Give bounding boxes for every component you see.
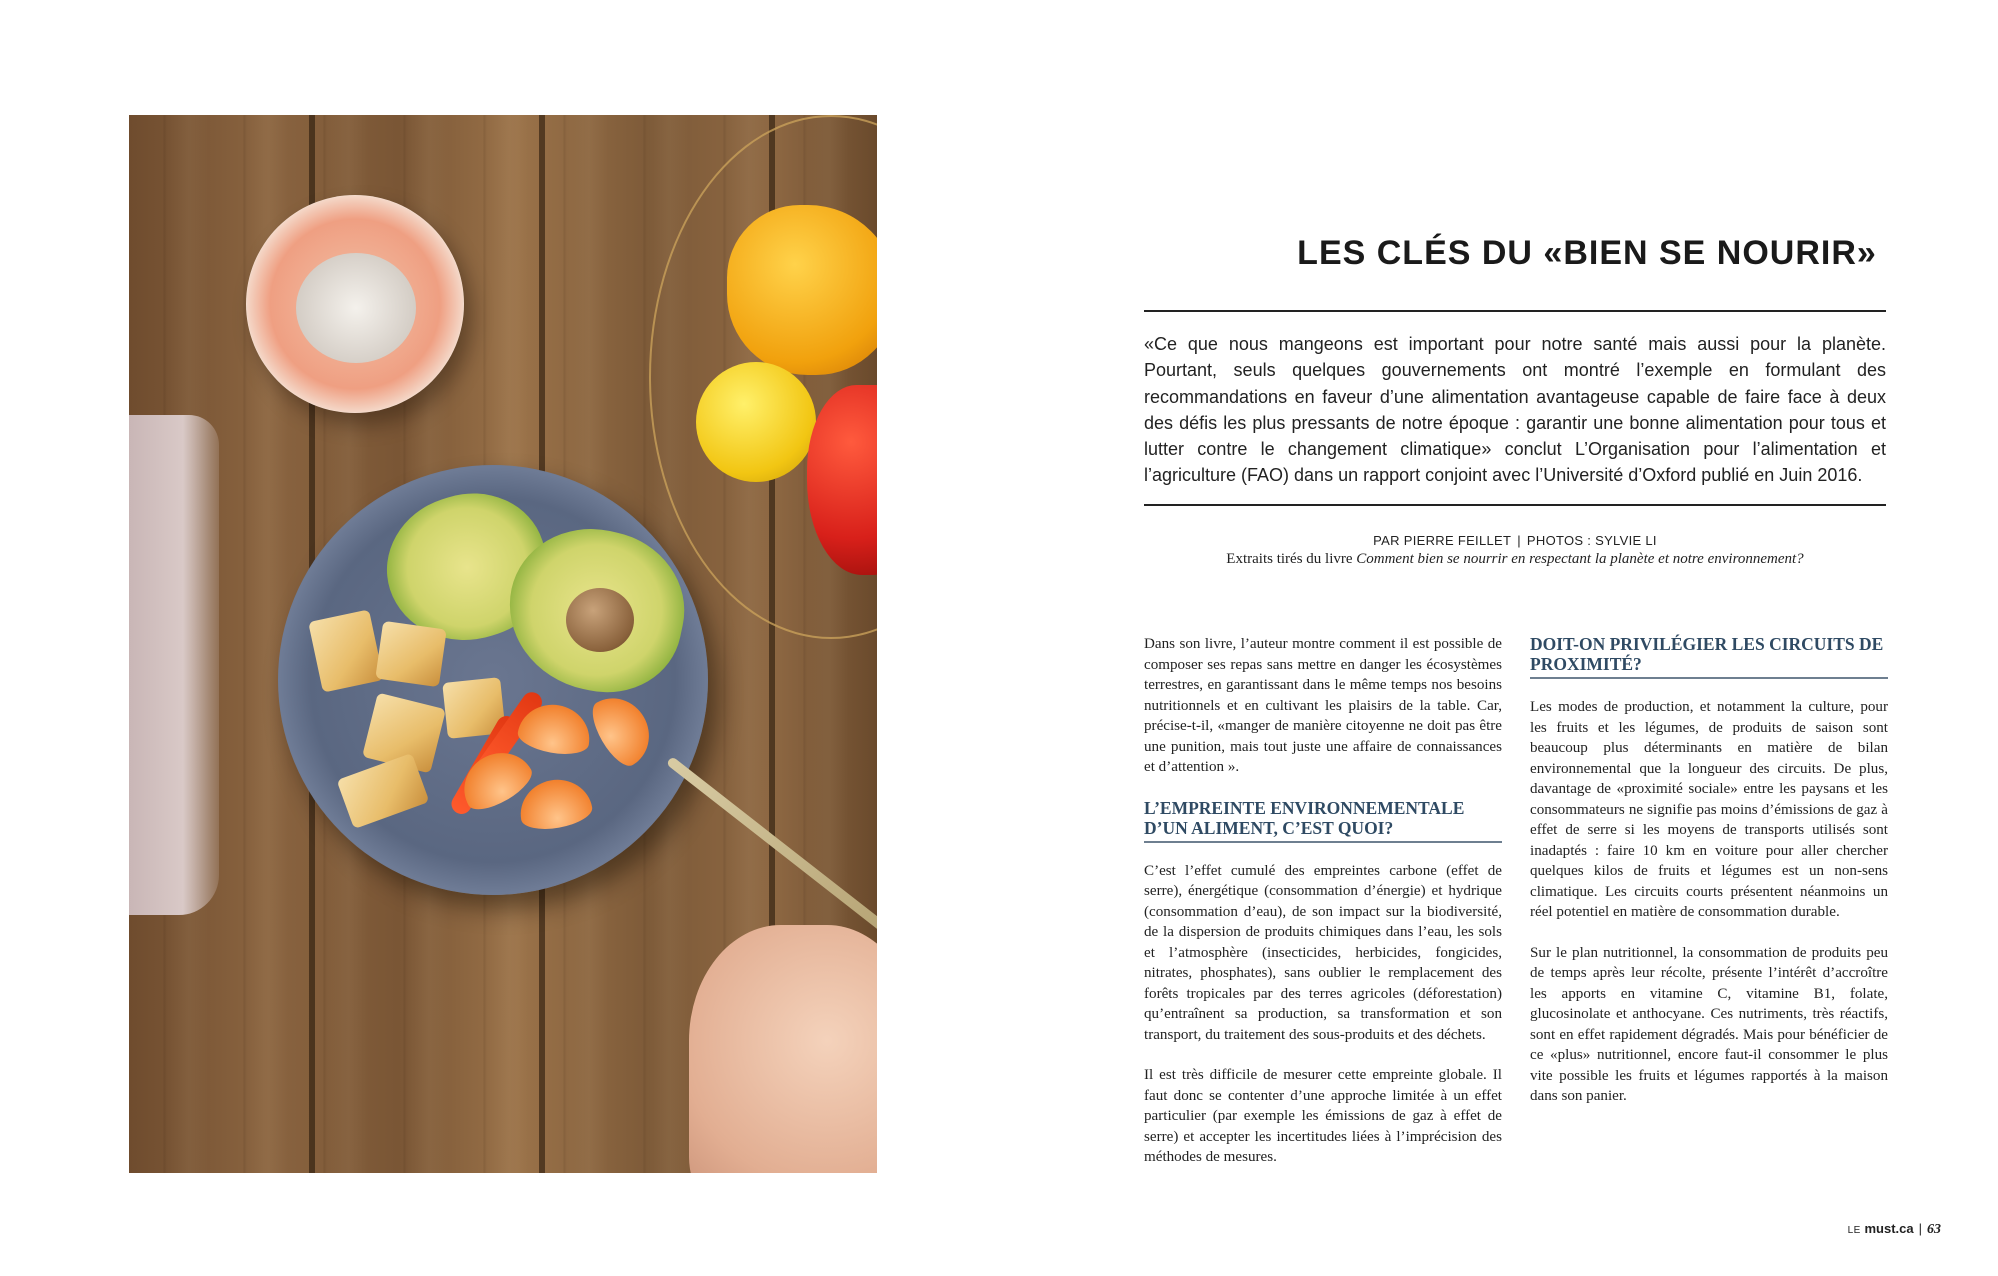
linen-napkin: [129, 415, 219, 915]
section-heading: L’EMPREINTE ENVIRONNEMENTALE D’UN ALIMENT, C’EST QUOI?: [1144, 798, 1502, 843]
coarse-salt: [296, 253, 416, 363]
book-extract-note: [1144, 551, 1886, 568]
page-number: 63: [1927, 1222, 1941, 1237]
footer-separator: |: [1918, 1221, 1922, 1236]
article-column-right: [1530, 634, 1888, 1127]
byline-author: PAR PIERRE FEILLET: [1373, 533, 1512, 548]
bread-piece: [375, 621, 446, 687]
article-title: LES CLÉS DU «BIEN SE NOURIR»: [1297, 234, 1877, 272]
food-photo: [129, 115, 877, 1173]
extract-prefix: Extraits tirés du livre: [1226, 551, 1353, 567]
bottom-rule: [1144, 504, 1886, 506]
book-title: Comment bien se nourrir en respectant la planète et notre environnement?: [1356, 551, 1804, 567]
footer-brand: must.ca: [1864, 1221, 1914, 1236]
footer-le: LE: [1847, 1225, 1861, 1236]
avocado-pit: [566, 588, 634, 652]
yellow-pepper: [727, 205, 877, 375]
hand: [689, 925, 877, 1173]
body-paragraph: Les modes de production, et notamment la culture, pour les fruits et les légumes, de produits de saison sont beaucoup plus déterminants en matière de bilan environnemental que la longueur des circuits. De plus, davantage de «proximité sociale» entre les paysans et les consommateurs ne signifie pas moins d’émissions de gaz à effet de serre si les moyens de transports utilisés sont inadaptés : faire 10 km en voiture pour aller chercher quelques kilos de fruits et légumes est un non-sens climatique. Les circuits courts présentent néanmoins un réel potentiel en matière de consommation durable.: [1530, 699, 1888, 920]
article-column-left: [1144, 634, 1502, 1188]
lemon: [696, 362, 816, 482]
section-heading: DOIT-ON PRIVILÉGIER LES CIRCUITS DE PROXIMITÉ?: [1530, 634, 1888, 679]
byline: [1144, 533, 1886, 548]
byline-separator: |: [1517, 533, 1521, 548]
article-intro: «Ce que nous mangeons est important pour notre santé mais aussi pour la planète. Pourtant, seuls quelques gouvernements ont montré l’exemple en formulant des recommandations en faveur d’une alimentation avantageuse capable de faire face à deux des défis les plus pressants de notre époque : garantir une bonne alimentation pour tous et lutter contre le changement climatique» conclut L’Organisation pour l’alimentation et l’agriculture (FAO) dans un rapport conjoint avec l’Université d’Oxford publié en Juin 2016.: [1144, 334, 1886, 486]
top-rule: [1144, 310, 1886, 312]
body-paragraph: C’est l’effet cumulé des empreintes carbone (effet de serre), énergétique (consommation d’énergie) et hydrique (consommation d’eau), de son impact sur la biodiversité, de la dispersion de produits chimiques dans l’eau, les sols et l’atmosphère (insecticides, herbicides, fongicides, nitrates, phosphates), sans oublier le remplacement des forêts tropicales par des terres agricoles (déforestation) qu’entraînent sa production, sa transformation et son transport, du traitement des sous-produits et des déchets.: [1144, 862, 1502, 1043]
body-paragraph: Dans son livre, l’auteur montre comment il est possible de composer ses repas sans mettre en danger les écosystèmes terrestres, en garantissant dans le même temps nos besoins nutritionnels et en cultivant les plaisirs de la table. Car, précise-t-il, «manger de manière citoyenne ne doit pas être une punition, mais tout juste une affaire de connaissances et d’attention ».: [1144, 636, 1502, 775]
body-paragraph: Il est très difficile de mesurer cette empreinte globale. Il faut donc se contenter d’une approche limitée à un effet particulier (par exemple les émissions de gaz à effet de serre) et accepter les incertitudes liées à l’imprécision des méthodes de mesures.: [1144, 1067, 1502, 1165]
body-paragraph: Sur le plan nutritionnel, la consommation de produits peu de temps après leur récolte, présente l’intérêt d’accroître les apports en vitamine C, vitamine B1, folate, glucosinolate et anthocyane. Ces nutriments, très réactifs, sont en effet rapidement dégradés. Mais pour bénéficier de ce «plus» nutritionnel, encore faut-il consommer le plus vite possible les fruits et légumes rapportés à la maison dans son panier.: [1530, 944, 1888, 1104]
page-footer: [1848, 1221, 1941, 1238]
byline-photos: PHOTOS : SYLVIE LI: [1526, 533, 1657, 548]
